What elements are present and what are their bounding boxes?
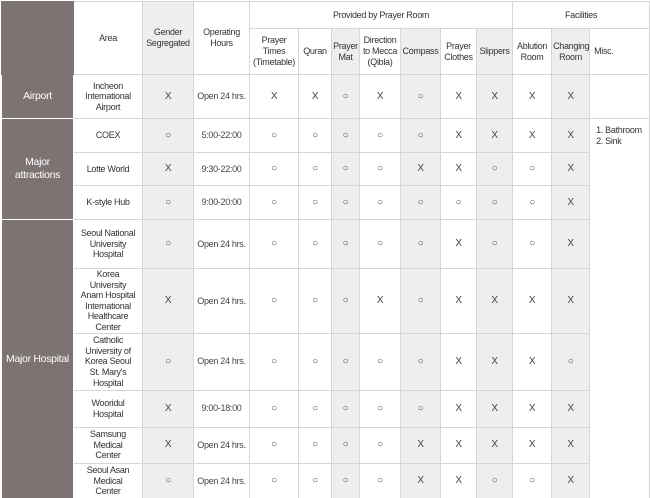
area-name: Wooridul Hospital bbox=[74, 390, 143, 427]
cell-times: ○ bbox=[250, 153, 299, 186]
header-qibla: Direction to Mecca (Qibla) bbox=[360, 29, 401, 75]
cell-mat: ○ bbox=[332, 463, 360, 498]
category-airport: Airport bbox=[2, 75, 74, 119]
header-misc: Misc. bbox=[590, 29, 650, 75]
cell-compass: ○ bbox=[401, 333, 441, 390]
cell-misc-empty bbox=[590, 75, 650, 119]
cell-slippers: X bbox=[477, 75, 513, 119]
table-row bbox=[2, 220, 650, 269]
table-row bbox=[2, 390, 650, 427]
cell-hours: Open 24 hrs. bbox=[194, 427, 250, 463]
cell-clothes: X bbox=[441, 463, 477, 498]
cell-mat: ○ bbox=[332, 269, 360, 334]
cell-compass: X bbox=[401, 463, 441, 498]
cell-changing: X bbox=[552, 390, 590, 427]
table-row bbox=[2, 427, 650, 463]
cell-clothes: X bbox=[441, 153, 477, 186]
header-facilities-group: Facilities bbox=[513, 2, 650, 29]
cell-hours: Open 24 hrs. bbox=[194, 463, 250, 498]
misc-note: 2. Sink bbox=[596, 136, 622, 147]
cell-hours: Open 24 hrs. bbox=[194, 220, 250, 269]
cell-times: X bbox=[250, 75, 299, 119]
cell-changing: X bbox=[552, 427, 590, 463]
cell-ablution: ○ bbox=[513, 153, 552, 186]
area-name: Seoul Asan Medical Center bbox=[74, 463, 143, 498]
category-hospital: Major Hospital bbox=[2, 220, 74, 498]
cell-gender: X bbox=[143, 75, 194, 119]
cell-slippers: ○ bbox=[477, 220, 513, 269]
cell-times: ○ bbox=[250, 186, 299, 220]
header-ablution-room: Ablution Room bbox=[513, 29, 552, 75]
cell-changing: X bbox=[552, 75, 590, 119]
misc-note: 1. Bathroom bbox=[596, 125, 642, 135]
header-prayer-room-group: Provided by Prayer Room bbox=[250, 2, 513, 29]
area-name: Samsung Medical Center bbox=[74, 427, 143, 463]
cell-quran: ○ bbox=[299, 186, 332, 220]
table-row bbox=[2, 463, 650, 498]
cell-quran: ○ bbox=[299, 390, 332, 427]
cell-changing: X bbox=[552, 269, 590, 334]
cell-hours: Open 24 hrs. bbox=[194, 269, 250, 334]
cell-clothes: X bbox=[441, 269, 477, 334]
cell-times: ○ bbox=[250, 119, 299, 153]
cell-gender: X bbox=[143, 153, 194, 186]
cell-mat: ○ bbox=[332, 186, 360, 220]
cell-compass: X bbox=[401, 427, 441, 463]
cell-clothes: X bbox=[441, 119, 477, 153]
cell-times: ○ bbox=[250, 390, 299, 427]
cell-qibla: ○ bbox=[360, 220, 401, 269]
cell-clothes: X bbox=[441, 427, 477, 463]
cell-gender: X bbox=[143, 390, 194, 427]
cell-mat: ○ bbox=[332, 119, 360, 153]
cell-clothes: X bbox=[441, 75, 477, 119]
cell-mat: ○ bbox=[332, 153, 360, 186]
cell-mat: ○ bbox=[332, 220, 360, 269]
cell-compass: ○ bbox=[401, 390, 441, 427]
cell-slippers: X bbox=[477, 390, 513, 427]
cell-compass: ○ bbox=[401, 220, 441, 269]
cell-hours: 9:00-20:00 bbox=[194, 186, 250, 220]
cell-hours: 9:30-22:00 bbox=[194, 153, 250, 186]
cell-gender: X bbox=[143, 427, 194, 463]
area-name: Catholic University of Korea Seoul St. Mary's Hospital bbox=[74, 333, 143, 390]
cell-quran: ○ bbox=[299, 269, 332, 334]
cell-ablution: ○ bbox=[513, 463, 552, 498]
cell-qibla: X bbox=[360, 269, 401, 334]
header-gender-segregated: Gender Segregated bbox=[143, 2, 194, 75]
cell-clothes: X bbox=[441, 390, 477, 427]
cell-quran: ○ bbox=[299, 333, 332, 390]
cell-qibla: ○ bbox=[360, 119, 401, 153]
cell-clothes: X bbox=[441, 220, 477, 269]
cell-gender: ○ bbox=[143, 463, 194, 498]
area-name: Seoul National University Hospital bbox=[74, 220, 143, 269]
cell-slippers: X bbox=[477, 269, 513, 334]
cell-times: ○ bbox=[250, 333, 299, 390]
cell-slippers: X bbox=[477, 333, 513, 390]
cell-clothes: ○ bbox=[441, 186, 477, 220]
header-corner bbox=[2, 2, 74, 75]
cell-times: ○ bbox=[250, 427, 299, 463]
cell-times: ○ bbox=[250, 463, 299, 498]
cell-mat: ○ bbox=[332, 390, 360, 427]
cell-compass: ○ bbox=[401, 186, 441, 220]
cell-changing: X bbox=[552, 119, 590, 153]
header-slippers: Slippers bbox=[477, 29, 513, 75]
header-area: Area bbox=[74, 2, 143, 75]
cell-clothes: X bbox=[441, 333, 477, 390]
header-prayer-clothes: Prayer Clothes bbox=[441, 29, 477, 75]
cell-slippers: X bbox=[477, 427, 513, 463]
cell-mat: ○ bbox=[332, 75, 360, 119]
cell-qibla: ○ bbox=[360, 186, 401, 220]
cell-changing: ○ bbox=[552, 333, 590, 390]
header-operating-hours: Operating Hours bbox=[194, 2, 250, 75]
cell-ablution: X bbox=[513, 75, 552, 119]
cell-quran: ○ bbox=[299, 153, 332, 186]
cell-misc-notes bbox=[590, 119, 650, 498]
prayer-room-table bbox=[1, 1, 650, 498]
cell-times: ○ bbox=[250, 220, 299, 269]
area-name: K-style Hub bbox=[74, 186, 143, 220]
cell-ablution: ○ bbox=[513, 186, 552, 220]
cell-quran: ○ bbox=[299, 427, 332, 463]
cell-compass: ○ bbox=[401, 119, 441, 153]
table-row bbox=[2, 75, 650, 119]
cell-changing: X bbox=[552, 463, 590, 498]
cell-quran: X bbox=[299, 75, 332, 119]
header-prayer-mat: Prayer Mat bbox=[332, 29, 360, 75]
cell-qibla: ○ bbox=[360, 463, 401, 498]
cell-compass: X bbox=[401, 153, 441, 186]
area-name: COEX bbox=[74, 119, 143, 153]
cell-mat: ○ bbox=[332, 427, 360, 463]
table-row bbox=[2, 153, 650, 186]
cell-ablution: X bbox=[513, 269, 552, 334]
cell-changing: X bbox=[552, 220, 590, 269]
cell-slippers: X bbox=[477, 119, 513, 153]
cell-compass: ○ bbox=[401, 75, 441, 119]
cell-changing: X bbox=[552, 153, 590, 186]
cell-ablution: X bbox=[513, 119, 552, 153]
cell-ablution: X bbox=[513, 427, 552, 463]
table-row bbox=[2, 119, 650, 153]
area-name: Lotte World bbox=[74, 153, 143, 186]
cell-ablution: ○ bbox=[513, 220, 552, 269]
header-compass: Compass bbox=[401, 29, 441, 75]
area-name: Korea University Anam Hospital International Healthcare Center bbox=[74, 269, 143, 334]
table-row bbox=[2, 186, 650, 220]
cell-qibla: ○ bbox=[360, 390, 401, 427]
cell-slippers: ○ bbox=[477, 463, 513, 498]
cell-quran: ○ bbox=[299, 119, 332, 153]
cell-gender: X bbox=[143, 269, 194, 334]
area-name: Incheon International Airport bbox=[74, 75, 143, 119]
table-row bbox=[2, 269, 650, 334]
cell-times: ○ bbox=[250, 269, 299, 334]
cell-quran: ○ bbox=[299, 220, 332, 269]
table-row bbox=[2, 333, 650, 390]
cell-ablution: X bbox=[513, 390, 552, 427]
header-quran: Quran bbox=[299, 29, 332, 75]
cell-hours: 5:00-22:00 bbox=[194, 119, 250, 153]
header-prayer-times: Prayer Times (Timetable) bbox=[250, 29, 299, 75]
cell-hours: 9:00-18:00 bbox=[194, 390, 250, 427]
category-attractions: Major attractions bbox=[2, 119, 74, 220]
cell-qibla: X bbox=[360, 75, 401, 119]
cell-gender: ○ bbox=[143, 119, 194, 153]
cell-changing: X bbox=[552, 186, 590, 220]
cell-ablution: X bbox=[513, 333, 552, 390]
cell-hours: Open 24 hrs. bbox=[194, 333, 250, 390]
cell-gender: ○ bbox=[143, 220, 194, 269]
cell-quran: ○ bbox=[299, 463, 332, 498]
cell-qibla: ○ bbox=[360, 153, 401, 186]
cell-gender: ○ bbox=[143, 333, 194, 390]
cell-mat: ○ bbox=[332, 333, 360, 390]
header-changing-room: Changing Room bbox=[552, 29, 590, 75]
cell-qibla: ○ bbox=[360, 427, 401, 463]
cell-qibla: ○ bbox=[360, 333, 401, 390]
cell-gender: ○ bbox=[143, 186, 194, 220]
cell-compass: ○ bbox=[401, 269, 441, 334]
cell-hours: Open 24 hrs. bbox=[194, 75, 250, 119]
cell-slippers: ○ bbox=[477, 153, 513, 186]
cell-slippers: ○ bbox=[477, 186, 513, 220]
